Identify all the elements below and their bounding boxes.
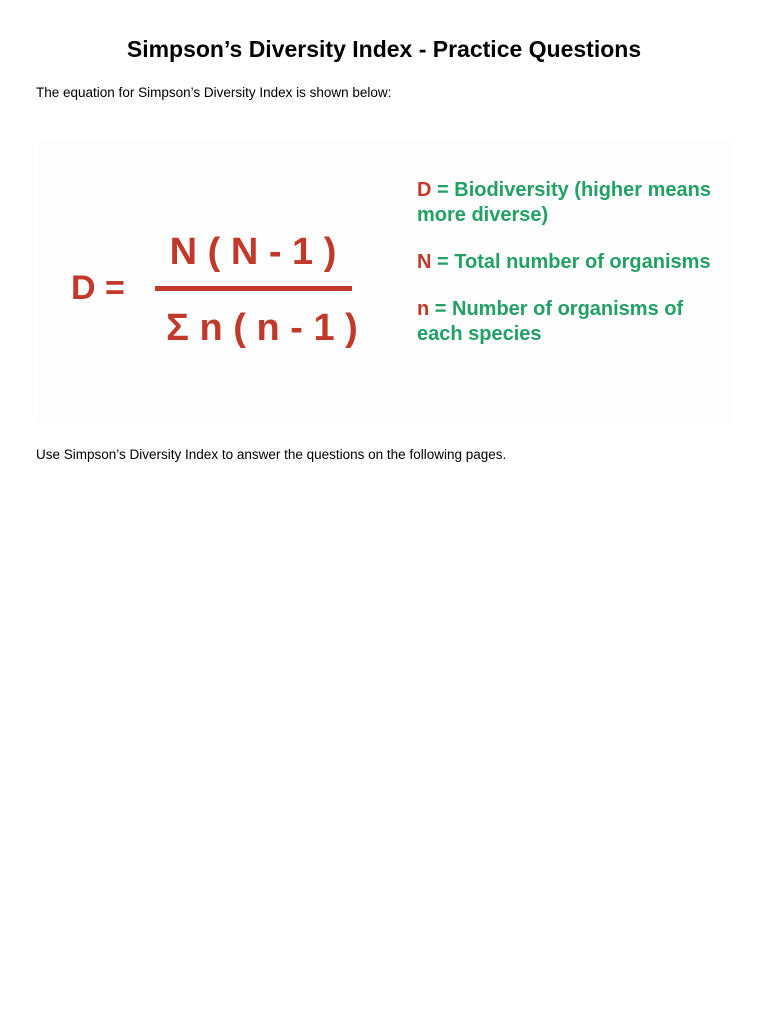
- equation-figure: [37, 140, 732, 423]
- legend-definition: = Number of organisms of each species: [417, 298, 684, 345]
- formula-numerator: N ( N - 1 ): [169, 231, 337, 273]
- legend-item-total-n: [417, 250, 717, 275]
- formula-lhs: D =: [71, 269, 125, 307]
- simpson-formula: [37, 140, 397, 423]
- variable-legend: [417, 178, 717, 369]
- formula-denominator: Σ n ( n - 1 ): [166, 307, 358, 349]
- page-title: Simpson’s Diversity Index - Practice Questions: [126, 36, 642, 62]
- legend-symbol: D: [417, 179, 432, 201]
- legend-item-d: [417, 178, 717, 228]
- legend-definition: = Biodiversity (higher means more diverse): [417, 179, 711, 226]
- legend-definition: = Total number of organisms: [431, 251, 711, 273]
- intro-text: The equation for Simpson’s Diversity Index is shown below:: [36, 85, 392, 100]
- fraction-bar: [155, 286, 352, 291]
- legend-symbol: n: [417, 298, 430, 320]
- outro-text: Use Simpson’s Diversity Index to answer the questions on the following pages.: [36, 447, 507, 462]
- legend-symbol: N: [417, 251, 432, 273]
- legend-item-species-n: [417, 297, 717, 347]
